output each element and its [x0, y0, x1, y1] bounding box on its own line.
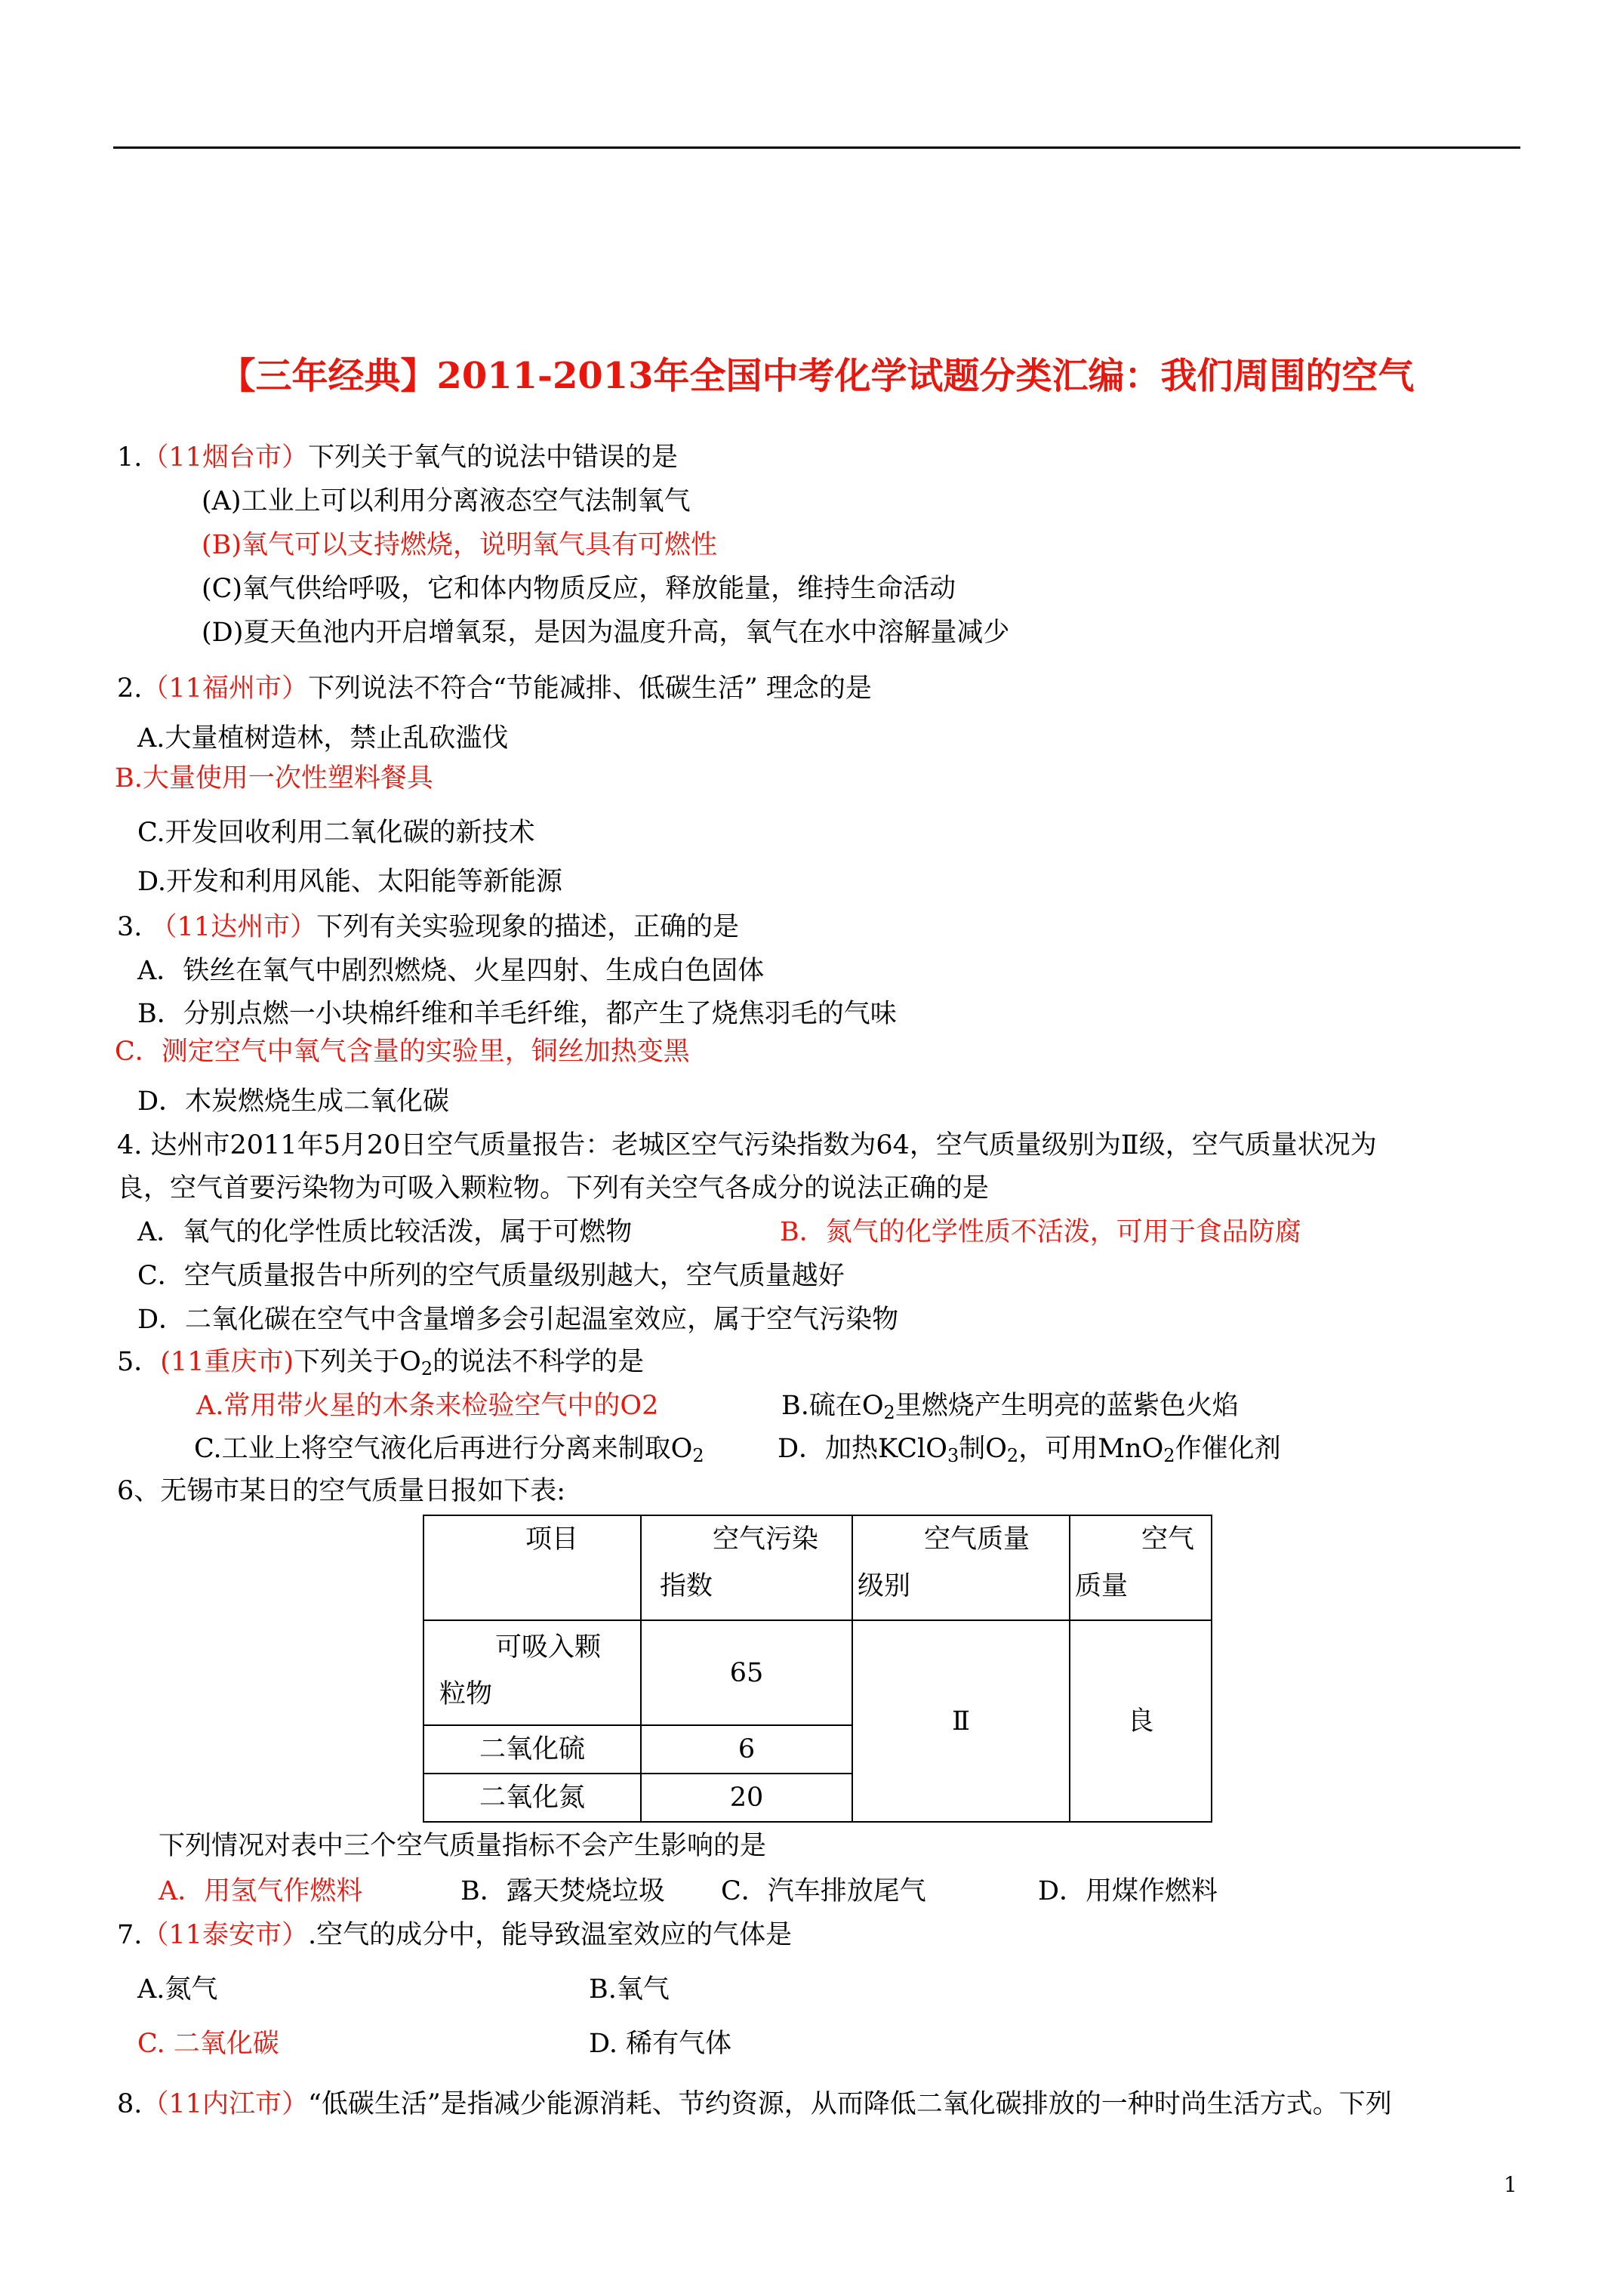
header-pollution-index	[641, 1515, 852, 1620]
question-5	[117, 1343, 644, 1381]
header-text: 空气质量	[924, 1524, 1030, 1555]
q4-option-d: D．二氧化碳在空气中含量增多会引起温室效应，属于空气污染物	[137, 1305, 899, 1335]
table-header-row	[423, 1515, 1212, 1620]
page-number: 1	[1504, 2172, 1517, 2197]
row-index: 65	[641, 1620, 852, 1725]
question-number: 3.	[117, 912, 151, 942]
question-3	[117, 908, 739, 946]
option-text-end: 里燃烧产生明亮的蓝紫色火焰	[895, 1391, 1239, 1421]
subscript: 2	[1006, 1445, 1019, 1466]
question-number: 1.	[117, 442, 143, 473]
option-text: D．加热KClO	[778, 1434, 947, 1464]
subscript: 2	[692, 1445, 704, 1466]
question-8	[117, 2085, 1392, 2123]
question-source: (11重庆市)	[160, 1347, 294, 1377]
q2-option-a: A.大量植树造林，禁止乱砍滥伐	[137, 723, 509, 754]
header-item	[423, 1515, 641, 1620]
question-stem: 下列关于O	[294, 1347, 421, 1377]
q2-option-b: B.大量使用一次性塑料餐具	[115, 763, 433, 794]
option-text: B.硫在O	[781, 1391, 884, 1421]
question-stem: 下列说法不符合“节能减排、低碳生活” 理念的是	[307, 673, 872, 704]
row-item: 二氧化氮	[423, 1774, 641, 1822]
question-stem: 下列有关实验现象的描述，正确的是	[316, 912, 740, 942]
question-source: （11泰安市）	[142, 1920, 308, 1950]
q5-option-c	[194, 1430, 704, 1468]
header-text: 空气	[1141, 1524, 1195, 1555]
cell-quality: 良	[1070, 1620, 1212, 1822]
subscript: 2	[1163, 1445, 1175, 1466]
question-number: 8.	[117, 2089, 143, 2119]
question-2	[117, 670, 872, 707]
option-text-end: 作催化剂	[1175, 1434, 1281, 1464]
question-6-prompt: 下列情况对表中三个空气质量指标不会产生影响的是	[159, 1831, 767, 1861]
q1-option-d: (D)夏天鱼池内开启增氧泵，是因为温度升高，氧气在水中溶解量减少	[202, 618, 1010, 648]
subscript: 2	[420, 1358, 433, 1379]
header-text: 项目	[525, 1524, 579, 1555]
header-text: 级别	[858, 1571, 911, 1601]
q7-option-d: D. 稀有气体	[589, 2029, 732, 2059]
row-index: 6	[641, 1725, 852, 1774]
question-stem: 下列关于氧气的说法中错误的是	[307, 442, 678, 473]
question-7	[117, 1916, 792, 1954]
question-4-line-1: 4. 达州市2011年5月20日空气质量报告：老城区空气污染指数为64，空气质量级别为Ⅱ级，空气质量状况为	[117, 1130, 1377, 1160]
subscript: 3	[947, 1445, 959, 1466]
question-stem: “低碳生活”是指减少能源消耗、节约资源，从而降低二氧化碳排放的一种时尚生活方式。下列	[307, 2089, 1392, 2119]
cell-text: 可吸入颗	[495, 1632, 602, 1663]
q1-option-c: (C)氧气供给呼吸，它和体内物质反应，释放能量，维持生命活动	[202, 574, 956, 604]
q6-option-d: D．用煤作燃料	[1038, 1876, 1218, 1906]
q7-option-c: C. 二氧化碳	[137, 2029, 279, 2059]
row-index: 20	[641, 1774, 852, 1822]
q6-option-c: C．汽车排放尾气	[721, 1876, 926, 1906]
question-source: （11内江市）	[142, 2089, 308, 2119]
header-rule	[113, 146, 1520, 149]
question-number: 2.	[117, 673, 143, 704]
header-text: 指数	[660, 1571, 713, 1601]
table-row	[423, 1620, 1212, 1725]
option-text: 制O	[959, 1434, 1007, 1464]
q7-option-b: B.氧气	[589, 1974, 670, 2005]
question-number: 7.	[117, 1920, 143, 1950]
q3-option-b: B．分别点燃一小块棉纤维和羊毛纤维，都产生了烧焦羽毛的气味	[137, 999, 897, 1029]
question-source: （11福州市）	[142, 673, 308, 704]
question-source: （11达州市）	[150, 912, 317, 942]
q6-option-a: A．用氢气作燃料	[159, 1876, 363, 1906]
document-title: 【三年经典】2011-2013年全国中考化学试题分类汇编：我们周围的空气	[219, 355, 1415, 397]
q5-option-b	[781, 1387, 1239, 1425]
air-quality-table	[423, 1515, 1212, 1823]
q4-option-c: C．空气质量报告中所列的空气质量级别越大，空气质量越好	[137, 1261, 845, 1291]
question-number: 5．	[117, 1347, 161, 1377]
header-quality-level	[852, 1515, 1070, 1620]
q3-option-a: A．铁丝在氧气中剧烈燃烧、火星四射、生成白色固体	[137, 956, 765, 986]
header-text: 质量	[1075, 1571, 1129, 1601]
q5-option-d	[778, 1430, 1281, 1468]
subscript: 2	[883, 1402, 895, 1423]
cell-level: Ⅱ	[852, 1620, 1070, 1822]
option-text: ，可用MnO	[1018, 1434, 1164, 1464]
cell-text: 粒物	[439, 1679, 493, 1709]
q2-option-d: D.开发和利用风能、太阳能等新能源	[137, 867, 562, 897]
header-text: 空气污染	[713, 1524, 819, 1555]
question-6-stem: 6、无锡市某日的空气质量日报如下表:	[117, 1476, 566, 1506]
option-text: C.工业上将空气液化后再进行分离来制取O	[194, 1434, 693, 1464]
q4-option-b: B．氮气的化学性质不活泼，可用于食品防腐	[780, 1217, 1301, 1247]
q3-option-c: C．测定空气中氧气含量的实验里，铜丝加热变黑	[115, 1037, 690, 1067]
row-item	[423, 1620, 641, 1725]
row-item: 二氧化硫	[423, 1725, 641, 1774]
q7-option-a: A.氮气	[137, 1974, 218, 2005]
question-1	[117, 439, 678, 476]
q2-option-c: C.开发回收利用二氧化碳的新技术	[137, 818, 535, 848]
question-stem: .空气的成分中，能导致温室效应的气体是	[307, 1920, 793, 1950]
q4-option-a: A．氧气的化学性质比较活泼，属于可燃物	[137, 1217, 633, 1247]
q1-option-b: (B)氧气可以支持燃烧，说明氧气具有可燃性	[202, 530, 718, 560]
q1-option-a: (A)工业上可以利用分离液态空气法制氧气	[202, 486, 691, 516]
question-stem-end: 的说法不科学的是	[433, 1347, 645, 1377]
q3-option-d: D．木炭燃烧生成二氧化碳	[137, 1086, 450, 1117]
q5-option-a: A.常用带火星的木条来检验空气中的O2	[196, 1391, 659, 1421]
q6-option-b: B．露天焚烧垃圾	[460, 1876, 665, 1906]
question-4-line-2: 良，空气首要污染物为可吸入颗粒物。下列有关空气各成分的说法正确的是	[117, 1173, 990, 1203]
question-source: （11烟台市）	[142, 442, 308, 473]
header-quality-status	[1070, 1515, 1212, 1620]
